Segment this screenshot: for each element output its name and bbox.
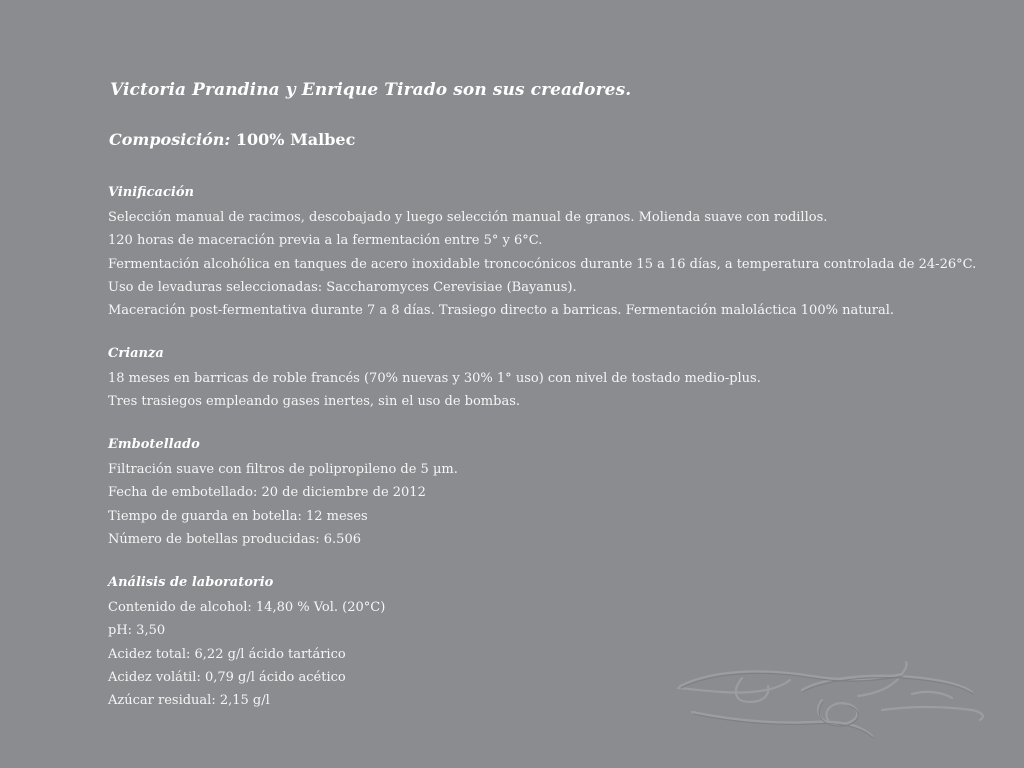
section-embotellado [108,437,458,551]
composition-line [109,130,355,149]
creators-headline: Victoria Prandina y Enrique Tirado son sus creadores. [110,80,632,100]
section-crianza [108,346,761,414]
section-line: Acidez volátil: 0,79 g/l ácido acético [108,669,346,685]
section-line: Selección manual de racimos, descobajado y luego selección manual de granos. Molienda suave con rodillos. [108,210,828,225]
section-line: Contenido de alcohol: 14,80 % Vol. (20°C) [108,600,386,615]
monogram-logo-icon [672,650,992,745]
section-title: Análisis de laboratorio [108,575,274,590]
section-line: Fecha de embotellado: 20 de diciembre de 2012 [108,485,426,501]
section-line: 120 horas de maceración previa a la fermentación entre 5° y 6°C. [108,233,543,249]
section-line: Maceración post-fermentativa durante 7 a 8 días. Trasiego directo a barricas. Fermentación maloláctica 100% natural. [108,303,895,319]
section-title: Vinificación [108,185,194,200]
section-analisis [108,575,385,712]
section-title: Embotellado [108,437,200,452]
section-line: Fermentación alcohólica en tanques de acero inoxidable troncocónicos durante 15 a 16 días, a temperatura controlada de 24-26°C. [108,256,977,272]
section-vinificacion [108,185,976,322]
section-line: Acidez total: 6,22 g/l ácido tartárico [108,646,346,662]
composition-value: 100% Malbec [235,130,356,149]
composition-label: Composición: [109,130,231,149]
section-line: 18 meses en barricas de roble francés (70% nuevas y 30% 1° uso) con nivel de tostado medio-plus. [108,371,761,386]
section-line: Tiempo de guarda en botella: 12 meses [108,508,368,524]
section-line: Azúcar residual: 2,15 g/l [108,693,270,709]
section-title: Crianza [108,346,164,361]
section-line: Tres trasiegos empleando gases inertes, sin el uso de bombas. [108,394,520,410]
section-line: Filtración suave con filtros de polipropileno de 5 µm. [108,462,458,477]
section-line: pH: 3,50 [108,623,166,639]
section-line: Número de botellas producidas: 6.506 [108,531,361,547]
section-line: Uso de levaduras seleccionadas: Saccharomyces Cerevisiae (Bayanus). [108,279,577,295]
